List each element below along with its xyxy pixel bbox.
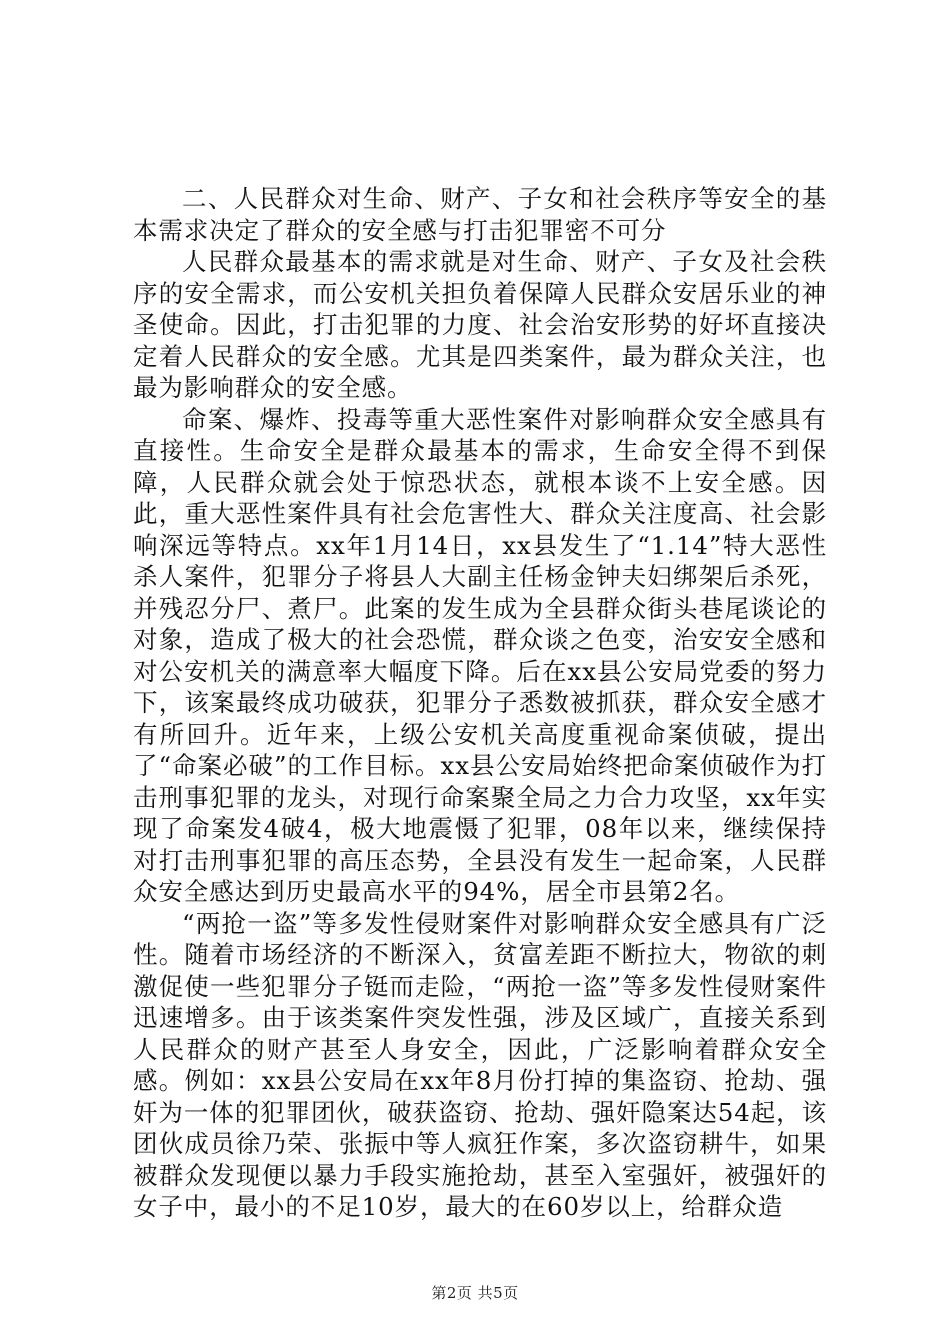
document-body bbox=[133, 183, 827, 1223]
section-heading: 二、人民群众对生命、财产、子女和社会秩序等安全的基本需求决定了群众的安全感与打击犯罪密不可分 bbox=[133, 184, 827, 245]
page-footer: 第2页 共5页 bbox=[431, 1284, 519, 1302]
paragraph: “两抢一盗”等多发性侵财案件对影响群众安全感具有广泛性。随着市场经济的不断深入，贫富差距不断拉大，物欲的刺激促使一些犯罪分子铤而走险，“两抢一盗”等多发性侵财案件迅速增多。由于该类案件突发性强，涉及区域广，直接关系到人民群众的财产甚至人身安全，因此，广泛影响着群众安全感。例如：xx县公安局在xx年8月份打掉的集盗窃、抢劫、强奸为一体的犯罪团伙，破获盗窃、抢劫、强奸隐案达54起，该团伙成员徐乃荣、张振中等人疯狂作案，多次盗窃耕牛，如果被群众发现便以暴力手段实施抢劫，甚至入室强奸，被强奸的女子中，最小的不足10岁，最大的在60岁以上，给群众造 bbox=[133, 908, 827, 1221]
paragraph: 人民群众最基本的需求就是对生命、财产、子女及社会秩序的安全需求，而公安机关担负着保障人民群众安居乐业的神圣使命。因此，打击犯罪的力度、社会治安形势的好坏直接决定着人民群众的安全感。尤其是四类案件，最为群众关注，也最为影响群众的安全感。 bbox=[133, 247, 827, 402]
paragraph: 命案、爆炸、投毒等重大恶性案件对影响群众安全感具有直接性。生命安全是群众最基本的需求，生命安全得不到保障，人民群众就会处于惊恐状态，就根本谈不上安全感。因此，重大恶性案件具有社会危害性大、群众关注度高、社会影响深远等特点。xx年1月14日，xx县发生了“1.14”特大恶性杀人案件，犯罪分子将县人大副主任杨金钟夫妇绑架后杀死，并残忍分尸、煮尸。此案的发生成为全县群众街头巷尾谈论的对象，造成了极大的社会恐慌，群众谈之色变，治安安全感和对公安机关的满意率大幅度下降。后在xx县公安局党委的努力下，该案最终成功破获，犯罪分子悉数被抓获，群众安全感才有所回升。近年来，上级公安机关高度重视命案侦破，提出了“命案必破”的工作目标。xx县公安局始终把命案侦破作为打击刑事犯罪的龙头，对现行命案聚全局之力合力攻坚，xx年实现了命案发4破4，极大地震慑了犯罪，08年以来，继续保持对打击刑事犯罪的高压态势，全县没有发生一起命案，人民群众安全感达到历史最高水平的94%，居全市县第2名。 bbox=[133, 404, 827, 906]
